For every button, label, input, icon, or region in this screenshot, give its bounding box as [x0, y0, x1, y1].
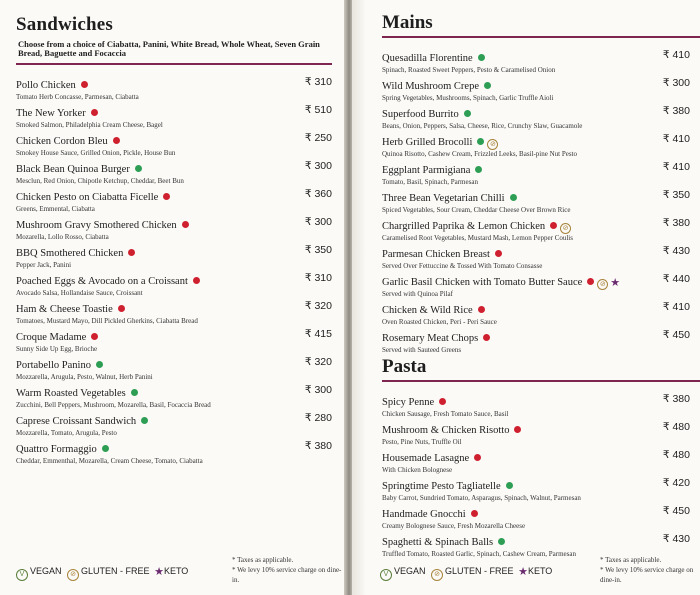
menu-item-price: ₹ 250: [304, 131, 332, 144]
section-divider: [382, 36, 700, 38]
menu-item-name: Portabello Panino: [16, 359, 91, 371]
nonveg-indicator-icon: [113, 137, 120, 144]
menu-item-description: Beans, Onion, Peppers, Salsa, Cheese, Rice, Crunchy Slaw, Guacamole: [382, 122, 583, 130]
menu-item-description: Served with Quinoa Pilaf: [382, 290, 453, 298]
veg-indicator-icon: [506, 482, 513, 489]
menu-item-name: Handmade Gnocchi: [382, 509, 466, 520]
menu-item: [382, 188, 690, 214]
menu-item-description: Pepper Jack, Panini: [16, 260, 72, 269]
menu-item-name: Chicken & Wild Rice: [382, 305, 473, 316]
menu-item-description: Sunny Side Up Egg, Brioche: [16, 344, 98, 353]
menu-item: [382, 392, 690, 418]
menu-item-description: Greens, Emmental, Ciabatta: [16, 204, 95, 213]
nonveg-indicator-icon: [91, 333, 98, 340]
menu-item-name: Mushroom & Chicken Risotto: [382, 425, 510, 436]
menu-item-name: Herb Grilled Brocolli: [382, 137, 473, 148]
menu-item: [382, 300, 690, 326]
menu-item: [382, 104, 690, 130]
pasta-list: [382, 392, 690, 558]
veg-indicator-icon: [135, 165, 142, 172]
nonveg-indicator-icon: [514, 426, 521, 433]
menu-item: [382, 532, 690, 558]
legend-vegan: VEGAN: [30, 566, 62, 576]
menu-item-price: ₹ 380: [662, 217, 690, 229]
menu-item-name: Wild Mushroom Crepe: [382, 81, 479, 92]
menu-item-price: ₹ 415: [304, 327, 332, 340]
menu-item: [382, 216, 690, 242]
menu-item-description: Zucchini, Bell Peppers, Mushroom, Mozarella, Basil, Focaccia Bread: [16, 400, 211, 409]
menu-item: [16, 103, 332, 129]
menu-item-price: ₹ 410: [662, 49, 690, 61]
keto-icon: ★: [518, 566, 528, 578]
menu-item-description: Served Over Fettuccine & Tossed With Tomato Consasse: [382, 262, 543, 270]
veg-indicator-icon: [96, 361, 103, 368]
menu-item-price: ₹ 300: [304, 215, 332, 228]
menu-item-name: Housemade Lasagne: [382, 453, 470, 464]
legend: [16, 566, 188, 581]
menu-item: [16, 131, 332, 157]
menu-item-description: Quinoa Risotto, Cashew Cream, Frizzled Leeks, Basil-pine Nut Pesto: [382, 150, 577, 158]
menu-item-description: Tomato Herb Concasse, Parmesan, Ciabatta: [16, 92, 139, 101]
menu-item: [382, 272, 690, 298]
menu-item-price: ₹ 480: [662, 421, 690, 433]
menu-item-description: Creamy Bolognese Sauce, Fresh Mozarella Cheese: [382, 522, 526, 530]
menu-item: [382, 132, 690, 158]
menu-item-name: Quesadilla Florentine: [382, 53, 473, 64]
gluten-free-icon: ⊘: [67, 569, 79, 581]
menu-item-name: Spaghetti & Spinach Balls: [382, 537, 494, 548]
menu-item-name: Eggplant Parmigiana: [382, 165, 471, 176]
gluten-free-icon: ⊘: [560, 223, 571, 234]
nonveg-indicator-icon: [478, 306, 485, 313]
menu-item-description: Caramelised Root Vegetables, Mustard Mash, Lemon Pepper Coulis: [382, 234, 573, 242]
veg-indicator-icon: [141, 417, 148, 424]
menu-item-price: ₹ 480: [662, 449, 690, 461]
menu-item-name: Parmesan Chicken Breast: [382, 249, 490, 260]
menu-item-price: ₹ 320: [304, 355, 332, 368]
menu-item-price: ₹ 420: [662, 477, 690, 489]
veg-indicator-icon: [477, 138, 484, 145]
nonveg-indicator-icon: [193, 277, 200, 284]
menu-item-description: Spring Vegetables, Mushrooms, Spinach, Garlic Truffle Aioli: [382, 94, 554, 102]
menu-item: [382, 328, 690, 354]
menu-item-description: Smokey House Sauce, Grilled Onion, Pickle, House Bun: [16, 148, 176, 157]
nonveg-indicator-icon: [182, 221, 189, 228]
nonveg-indicator-icon: [471, 510, 478, 517]
menu-item: [16, 243, 332, 269]
menu-item-name: Pollo Chicken: [16, 79, 76, 91]
menu-item: [16, 327, 332, 353]
menu-item-description: Tomato, Basil, Spinach, Parmesan: [382, 178, 478, 186]
menu-item: [16, 187, 332, 213]
menu-item: [382, 504, 690, 530]
menu-item-price: ₹ 350: [304, 243, 332, 256]
sandwiches-subtitle: Choose from a choice of Ciabatta, Panini, White Bread, Whole Wheat, Seven Grain Bread, Baguette and Focaccia: [18, 39, 320, 59]
menu-item-description: Oven Roasted Chicken, Peri - Peri Sauce: [382, 318, 497, 326]
menu-item-description: Chicken Sausage, Fresh Tomato Sauce, Basil: [382, 410, 509, 418]
right-page: [352, 0, 700, 595]
menu-item-description: Tomatoes, Mustard Mayo, Dill Pickled Gherkins, Ciabatta Bread: [16, 316, 198, 325]
menu-item-price: ₹ 410: [662, 161, 690, 173]
menu-item-price: ₹ 310: [304, 271, 332, 284]
nonveg-indicator-icon: [163, 193, 170, 200]
menu-item: [16, 411, 332, 437]
menu-item-price: ₹ 380: [662, 393, 690, 405]
legend-gluten-free: GLUTEN - FREE: [445, 566, 514, 576]
menu-item-name: Mushroom Gravy Smothered Chicken: [16, 219, 177, 231]
menu-item-price: ₹ 310: [304, 75, 332, 88]
menu-item-description: Avocado Salsa, Hollandaise Sauce, Croissant: [16, 288, 143, 297]
menu-item-price: ₹ 350: [662, 189, 690, 201]
menu-item-name: Springtime Pesto Tagliatelle: [382, 481, 501, 492]
menu-item: [382, 420, 690, 446]
menu-item: [16, 439, 332, 465]
menu-item-price: ₹ 360: [304, 187, 332, 200]
mains-title: Mains: [382, 12, 433, 33]
menu-item-price: ₹ 300: [662, 77, 690, 89]
nonveg-indicator-icon: [474, 454, 481, 461]
veg-indicator-icon: [484, 82, 491, 89]
menu-item-name: Chargrilled Paprika & Lemon Chicken: [382, 221, 546, 232]
gluten-free-icon: ⊘: [597, 279, 608, 290]
veg-indicator-icon: [478, 54, 485, 61]
legend-keto: KETO: [527, 566, 553, 576]
menu-item-name: Superfood Burrito: [382, 109, 459, 120]
legend-gluten-free: GLUTEN - FREE: [81, 566, 150, 576]
menu-item: [16, 355, 332, 381]
gluten-free-icon: ⊘: [431, 569, 443, 581]
nonveg-indicator-icon: [439, 398, 446, 405]
legend-vegan: VEGAN: [394, 566, 426, 576]
sandwiches-list: [16, 75, 332, 465]
menu-item-price: ₹ 430: [662, 533, 690, 545]
menu-item-description: Spiced Vegetables, Sour Cream, Cheddar Cheese Over Brown Rice: [382, 206, 571, 214]
pasta-title: Pasta: [382, 356, 427, 377]
menu-item-name: Poached Eggs & Avocado on a Croissant: [16, 275, 188, 287]
sandwiches-title: Sandwiches: [16, 14, 114, 35]
menu-item-name: Black Bean Quinoa Burger: [16, 163, 130, 175]
legend: [380, 566, 552, 581]
menu-item-price: ₹ 300: [304, 383, 332, 396]
menu-item-price: ₹ 280: [304, 411, 332, 424]
nonveg-indicator-icon: [81, 81, 88, 88]
menu-item-description: Mozzarella, Arugula, Pesto, Walnut, Herb Panini: [16, 372, 153, 381]
menu-item-name: Chicken Cordon Bleu: [16, 135, 108, 147]
menu-item: [16, 383, 332, 409]
menu-item-price: ₹ 300: [304, 159, 332, 172]
veg-indicator-icon: [131, 389, 138, 396]
menu-item-description: Served with Sauteed Greens: [382, 346, 462, 354]
menu-item-name: Warm Roasted Vegetables: [16, 387, 126, 399]
section-divider: [382, 380, 700, 382]
menu-item-name: Caprese Croissant Sandwich: [16, 415, 137, 427]
note-service: * We levy 10% service charge on dine-in.: [232, 566, 342, 584]
legend-keto: KETO: [163, 566, 189, 576]
veg-indicator-icon: [510, 194, 517, 201]
menu-item: [382, 448, 690, 474]
nonveg-indicator-icon: [587, 278, 594, 285]
mains-list: [382, 48, 690, 354]
menu-item: [382, 244, 690, 270]
menu-item-name: Spicy Penne: [382, 397, 435, 408]
menu-item-description: Mozarella, Lollo Rosso, Ciabatta: [16, 232, 109, 241]
menu-item: [16, 75, 332, 101]
veg-indicator-icon: [475, 166, 482, 173]
veg-indicator-icon: [464, 110, 471, 117]
menu-item-price: ₹ 320: [304, 299, 332, 312]
menu-item: [382, 76, 690, 102]
section-divider: [16, 63, 332, 65]
menu-item-description: Cheddar, Emmenthal, Mozarella, Cream Cheese, Tomato, Ciabatta: [16, 456, 203, 465]
menu-item: [16, 299, 332, 325]
nonveg-indicator-icon: [495, 250, 502, 257]
menu-item-name: Chicken Pesto on Ciabatta Ficelle: [16, 191, 159, 203]
menu-item-name: Three Bean Vegetarian Chilli: [382, 193, 505, 204]
menu-item-price: ₹ 440: [662, 273, 690, 285]
menu-item-price: ₹ 410: [662, 301, 690, 313]
menu-item: [16, 271, 332, 297]
menu-item-name: Rosemary Meat Chops: [382, 333, 479, 344]
menu-item-name: The New Yorker: [16, 107, 86, 119]
nonveg-indicator-icon: [128, 249, 135, 256]
menu-item-description: Smoked Salmon, Philadelphia Cream Cheese, Bagel: [16, 120, 163, 129]
menu-item-price: ₹ 450: [662, 329, 690, 341]
menu-item-price: ₹ 380: [304, 439, 332, 452]
veg-indicator-icon: [102, 445, 109, 452]
menu-item-price: ₹ 510: [304, 103, 332, 116]
vegan-icon: V: [16, 569, 28, 581]
menu-item: [382, 48, 690, 74]
menu-item-description: Pesto, Pine Nuts, Truffle Oil: [382, 438, 462, 446]
keto-icon: ★: [610, 277, 621, 289]
nonveg-indicator-icon: [550, 222, 557, 229]
menu-item-price: ₹ 410: [662, 133, 690, 145]
note-taxes: * Taxes as applicable.: [600, 556, 662, 564]
veg-indicator-icon: [498, 538, 505, 545]
gluten-free-icon: ⊘: [487, 139, 498, 150]
notes: [600, 555, 700, 585]
vegan-icon: V: [380, 569, 392, 581]
menu-item-name: Quattro Formaggio: [16, 443, 97, 455]
menu-item-price: ₹ 450: [662, 505, 690, 517]
menu-item: [382, 476, 690, 502]
menu-item: [16, 215, 332, 241]
menu-item-price: ₹ 430: [662, 245, 690, 257]
nonveg-indicator-icon: [91, 109, 98, 116]
menu-item: [382, 160, 690, 186]
menu-item-description: Mesclun, Red Onion, Chipotle Ketchup, Cheddar, Beet Bun: [16, 176, 184, 185]
notes: [232, 555, 346, 585]
menu-item-description: Baby Carrot, Sundried Tomato, Asparagus, Spinach, Walnut, Parmesan: [382, 494, 581, 502]
menu-item-name: Ham & Cheese Toastie: [16, 303, 113, 315]
nonveg-indicator-icon: [118, 305, 125, 312]
menu-item-name: BBQ Smothered Chicken: [16, 247, 124, 259]
note-taxes: * Taxes as applicable.: [232, 556, 294, 564]
menu-item-description: With Chicken Bolognese: [382, 466, 453, 474]
keto-icon: ★: [154, 566, 164, 578]
menu-item: [16, 159, 332, 185]
menu-item-price: ₹ 380: [662, 105, 690, 117]
menu-item-name: Garlic Basil Chicken with Tomato Butter Sauce: [382, 277, 583, 288]
menu-item-name: Croque Madame: [16, 331, 87, 343]
menu-item-description: Truffled Tomato, Roasted Garlic, Spinach, Cashew Cream, Parmesan: [382, 550, 576, 558]
menu-item-description: Mozzarella, Tomato, Arugula, Pesto: [16, 428, 117, 437]
note-service: * We levy 10% service charge on dine-in.: [600, 566, 694, 584]
nonveg-indicator-icon: [483, 334, 490, 341]
menu-item-description: Spinach, Roasted Sweet Peppers, Pesto & Caramelised Onion: [382, 66, 556, 74]
left-page: [0, 0, 346, 595]
